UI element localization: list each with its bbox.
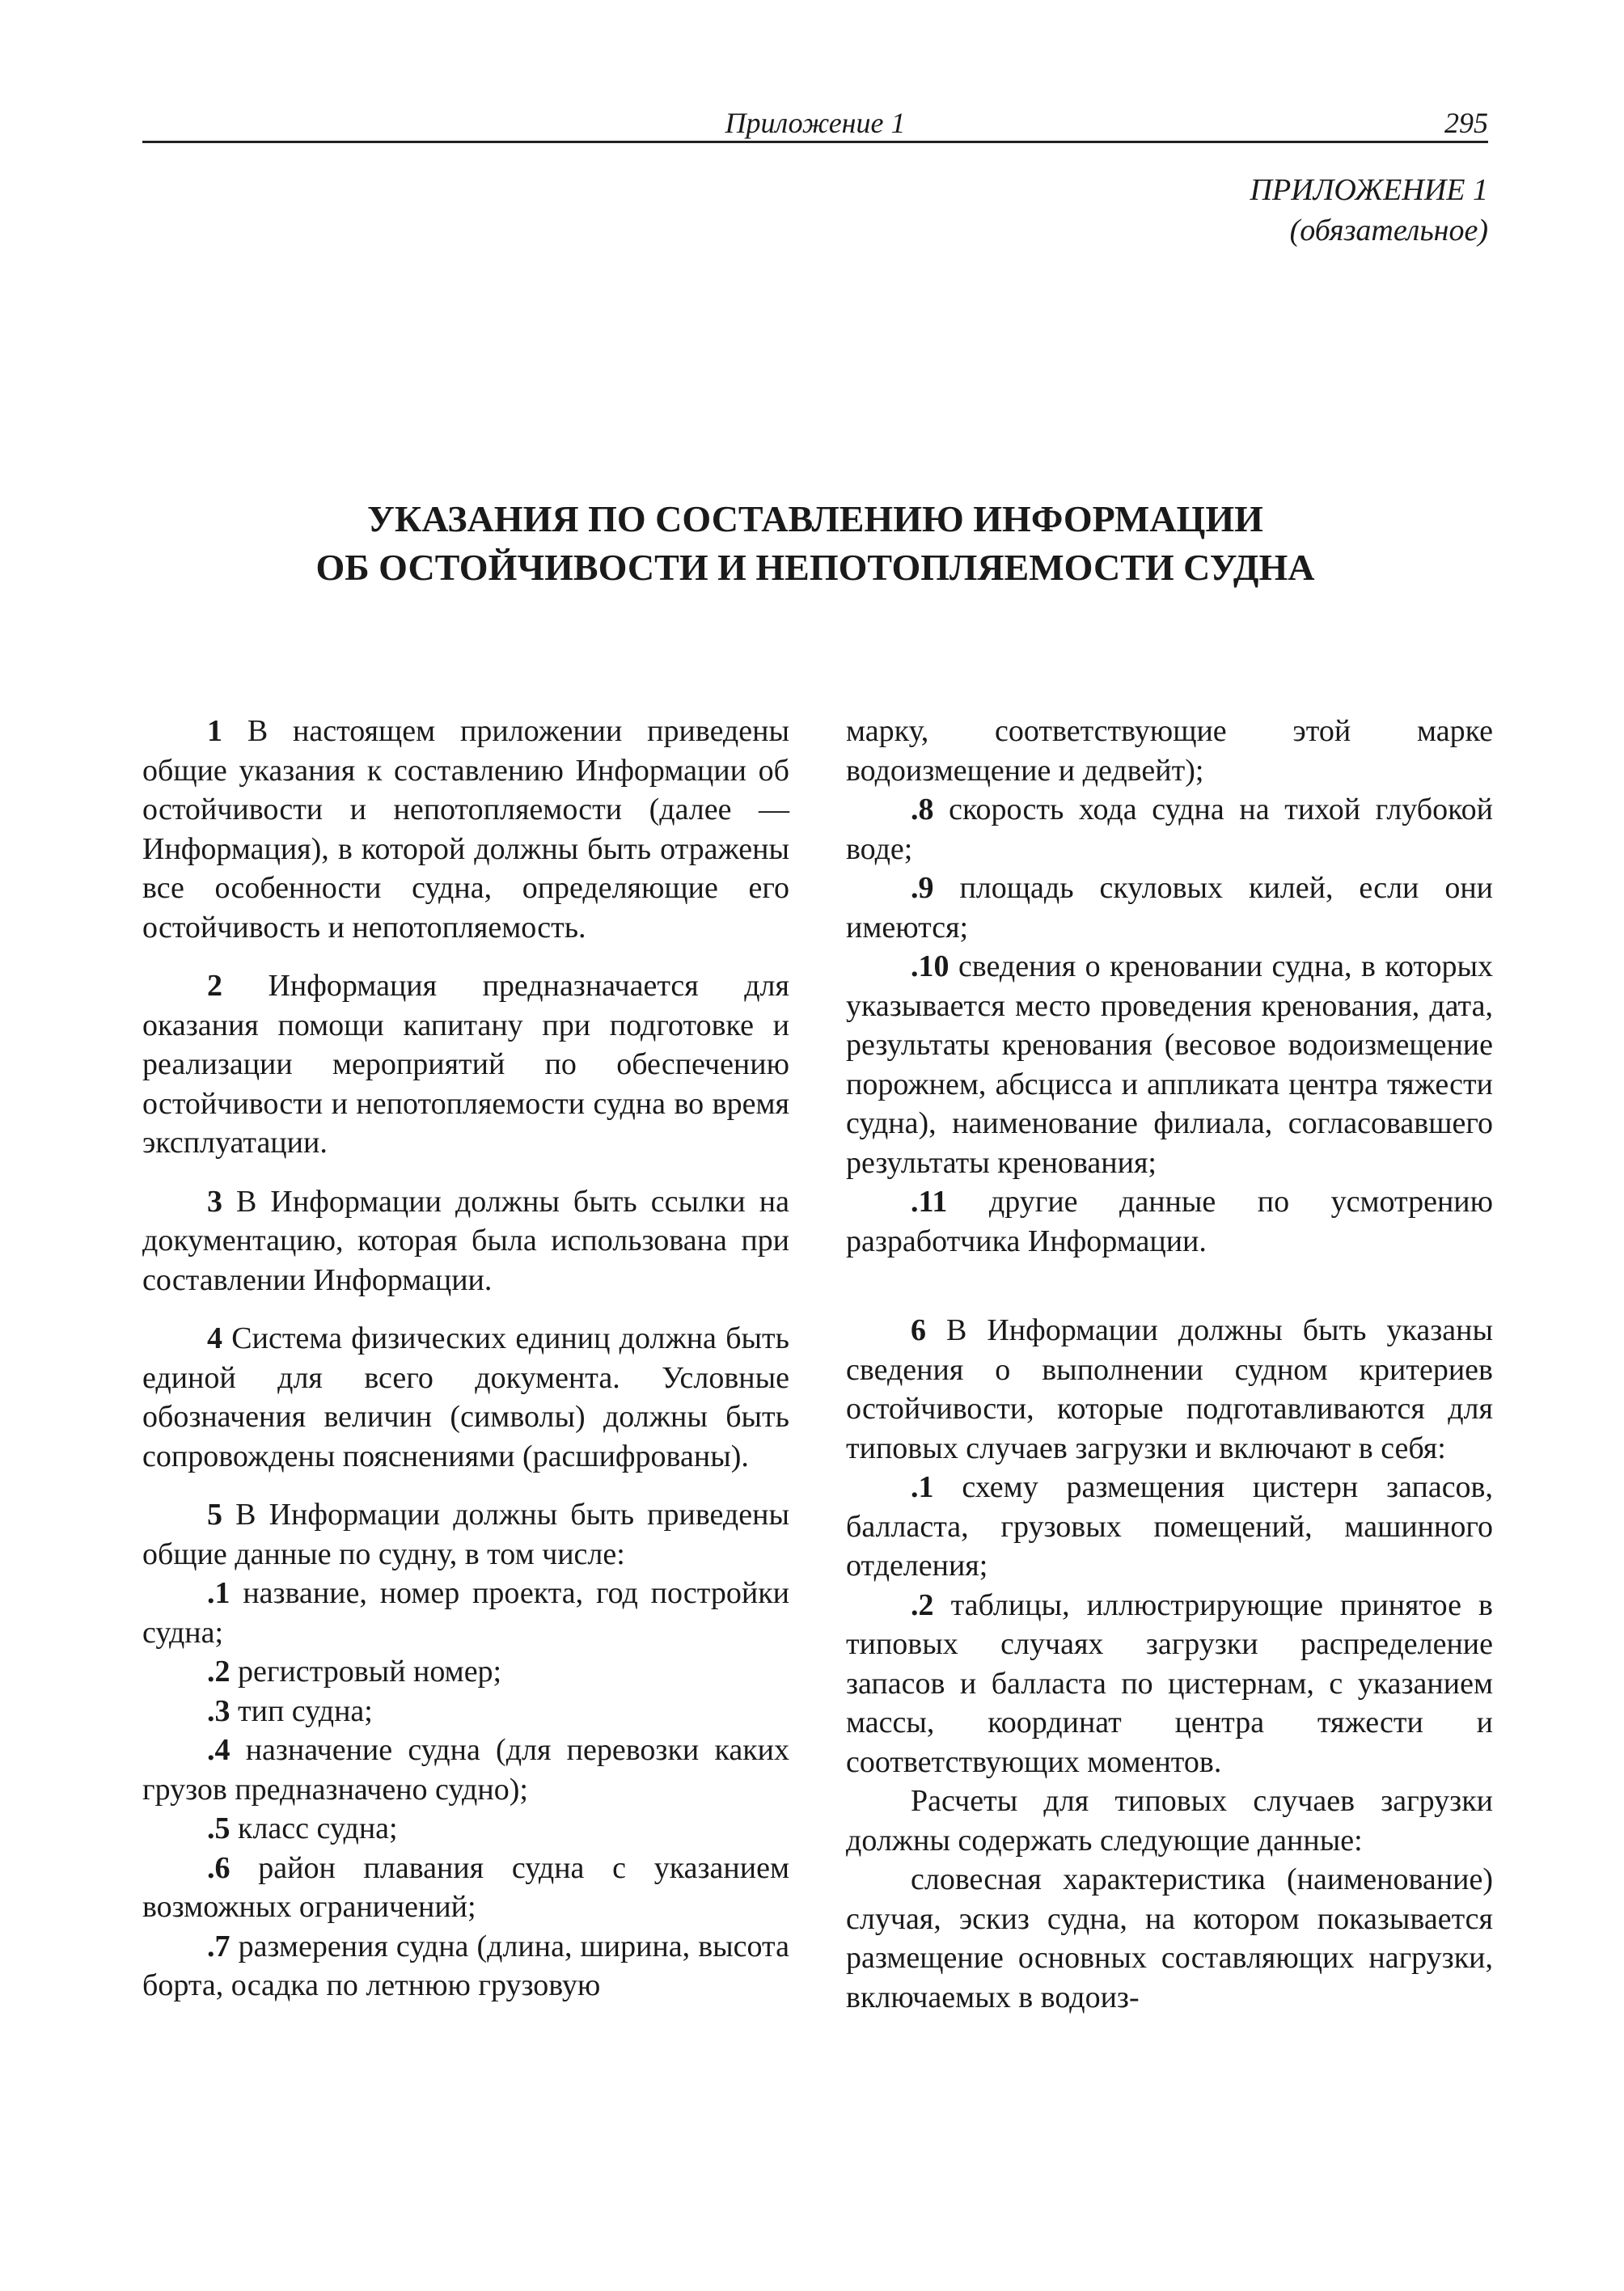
paragraph-text: В настоящем приложении приведены общие указания к составлению Информации об остойчивости и непотопляемости (далее — Информация), в которой должны быть отражены все особенности судна, определяющие его остойчивость и непотопляемость. [142, 714, 790, 945]
paragraph-number: 4 [207, 1321, 222, 1355]
item-number: .2 [911, 1587, 934, 1622]
paragraph-number: 2 [207, 969, 222, 1003]
page-number: 295 [1444, 107, 1488, 139]
paragraph-text: Система физических единиц должна быть единой для всего документа. Условные обозначения величин (символы) должны быть сопровождены пояснениями (расшифрованы). [142, 1321, 789, 1473]
paragraph-continuation [846, 712, 1493, 790]
paragraph-4 [142, 1319, 789, 1476]
item-text: схему размещения цистерн запасов, балласта, грузовых помещений, машинного отделения; [846, 1470, 1493, 1583]
running-header [142, 105, 1488, 143]
item-text: площадь скуловых килей, если они имеются; [846, 871, 1493, 945]
list-item-5-7 [142, 1927, 789, 2006]
item-text: другие данные по усмотрению разработчика Информации. [846, 1185, 1494, 1258]
list-item-6-2 [846, 1586, 1493, 1782]
item-number: .1 [207, 1576, 230, 1610]
item-number: .8 [911, 793, 934, 826]
left-column [142, 712, 789, 2006]
paragraph-text: словесная характеристика (наименование) случая, эскиз судна, на котором показывается размещение основных составляющих нагрузки, включаемых в водоиз- [846, 1862, 1493, 2014]
item-number: .6 [207, 1850, 230, 1885]
paragraph-text: Расчеты для типовых случаев загрузки должны содержать следующие данные: [846, 1784, 1493, 1858]
item-text: регистровый номер; [238, 1655, 502, 1689]
paragraph-6 [846, 1311, 1493, 1468]
title-line-2: ОБ ОСТОЙЧИВОСТИ И НЕПОТОПЛЯЕМОСТИ СУДНА [315, 547, 1315, 588]
paragraph-1 [142, 712, 789, 947]
list-item-5-5 [142, 1809, 789, 1849]
item-text: скорость хода судна на тихой глубокой воде; [846, 793, 1493, 866]
list-item-5-11 [846, 1182, 1493, 1261]
paragraph-description [846, 1860, 1493, 2017]
paragraph-text: марку, соответствующие этой марке водоизмещение и дедвейт); [846, 714, 1493, 788]
item-text: таблицы, иллюстрирующие принятое в типовых случаях загрузки распределение запасов и балласта по цистернам, с указанием массы, координат центра тяжести и соответствующих моментов. [846, 1587, 1493, 1779]
item-text: название, номер проекта, год постройки судна; [142, 1576, 789, 1650]
item-text: назначение судна (для перевозки каких грузов предназначено судно); [142, 1733, 790, 1807]
list-item-5-10 [846, 947, 1493, 1182]
document-title [142, 495, 1488, 592]
paragraph-5 [142, 1495, 789, 1574]
item-number: .7 [207, 1929, 230, 1963]
running-title: Приложение 1 [725, 107, 906, 139]
list-item-5-2 [142, 1652, 789, 1692]
item-text: сведения о креновании судна, в которых указывается место проведения кренования, дата, результаты кренования (весовое водоизмещение порожнем, абсцисса и аппликата центра тяжести судна), наименование филиала, согласовавшего результаты кренования; [846, 949, 1493, 1180]
list-item-6-1 [846, 1468, 1493, 1586]
paragraph-2 [142, 966, 789, 1163]
item-number: .4 [207, 1733, 230, 1767]
right-column [846, 712, 1493, 2017]
paragraph-calculations [846, 1782, 1493, 1860]
item-number: .9 [911, 871, 934, 905]
item-text: класс судна; [238, 1811, 398, 1845]
paragraph-text: Информация предназначается для оказания помощи капитану при подготовке и реализации мероприятий по обеспечению остойчивости и непотопляемости судна во время эксплуатации. [142, 969, 789, 1160]
item-number: .5 [207, 1811, 230, 1845]
item-number: .3 [207, 1693, 230, 1728]
title-line-1: УКАЗАНИЯ ПО СОСТАВЛЕНИЮ ИНФОРМАЦИИ [367, 498, 1263, 539]
item-text: район плавания судна с указанием возможных ограничений; [142, 1850, 789, 1924]
list-item-5-6 [142, 1849, 789, 1927]
item-text: размерения судна (длина, ширина, высота борта, осадка по летнюю грузовую [142, 1929, 789, 2002]
appendix-number: ПРИЛОЖЕНИЕ 1 [1250, 173, 1488, 207]
paragraph-3 [142, 1182, 789, 1300]
item-text: тип судна; [238, 1693, 373, 1728]
list-item-5-4 [142, 1731, 789, 1809]
list-item-5-3 [142, 1692, 789, 1731]
list-item-5-8 [846, 790, 1493, 869]
paragraph-text: В Информации должны быть приведены общие данные по судну, в том числе: [142, 1498, 789, 1571]
list-item-5-1 [142, 1574, 789, 1652]
paragraph-text: В Информации должны быть ссылки на документацию, которая была использована при составлении Информации. [142, 1184, 790, 1297]
paragraph-number: 5 [207, 1498, 222, 1532]
item-number: .2 [207, 1655, 230, 1689]
appendix-label [1250, 170, 1488, 251]
paragraph-number: 1 [207, 714, 222, 748]
paragraph-text: В Информации должны быть указаны сведения о выполнении судном критериев остойчивости, которые подготавливаются для типовых случаев загрузки и включают в себя: [846, 1313, 1493, 1465]
item-number: .1 [911, 1470, 934, 1504]
item-number: .10 [911, 949, 949, 983]
paragraph-number: 3 [207, 1184, 222, 1219]
paragraph-number: 6 [911, 1313, 926, 1347]
appendix-status: (обязательное) [1289, 213, 1488, 247]
item-number: .11 [911, 1185, 948, 1219]
list-item-5-9 [846, 869, 1493, 947]
